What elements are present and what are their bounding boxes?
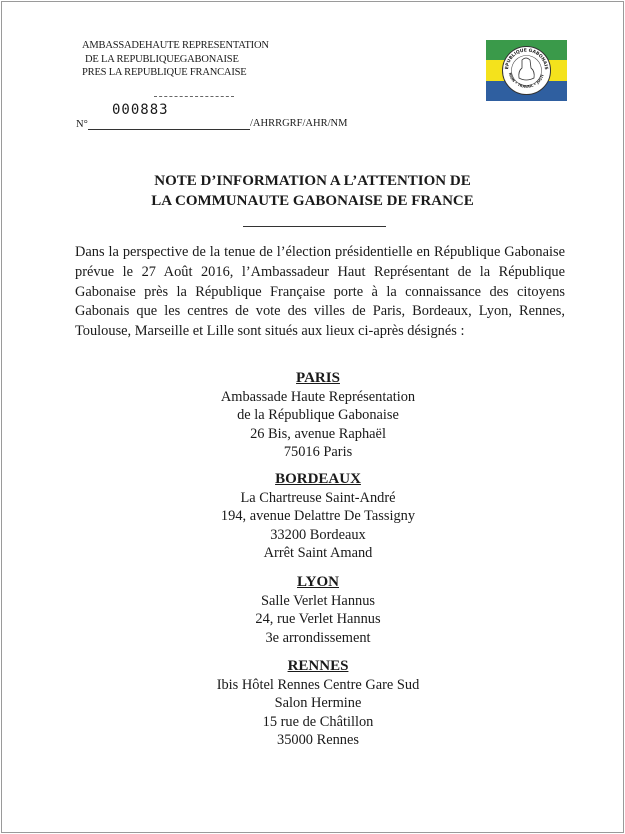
reference-code: /AHRRGRF/AHR/NM xyxy=(250,118,348,129)
address-line: Ambassade Haute Représentation xyxy=(220,389,416,405)
reference-number xyxy=(76,104,376,130)
logo-bottom-text: NION • TRAVAIL • JUSTI xyxy=(507,72,545,89)
address-line: 3e arrondissement xyxy=(265,629,371,646)
reference-value: 000883 xyxy=(112,102,169,118)
header-line: PRES LA REPUBLIQUE FRANCAISE xyxy=(82,67,247,78)
gabon-flag-seal-logo xyxy=(486,40,567,101)
address-line: 24, rue Verlet Hannus xyxy=(255,611,381,628)
dashed-rule xyxy=(154,96,234,97)
section-rennes xyxy=(0,657,625,749)
document-title xyxy=(0,171,625,211)
section-bordeaux xyxy=(0,470,625,562)
address-line: 35000 Rennes xyxy=(277,731,359,748)
address-line: Salle Verlet Hannus xyxy=(260,593,376,609)
title-line: LA COMMUNAUTE GABONAISE DE FRANCE xyxy=(151,193,474,209)
address-line: Ibis Hôtel Rennes Centre Gare Sud xyxy=(216,677,420,693)
title-underline xyxy=(243,226,386,227)
address-line: 75016 Paris xyxy=(283,443,353,460)
address-line: La Chartreuse Saint-André xyxy=(240,490,396,506)
section-lyon xyxy=(0,573,625,647)
address-line: de la République Gabonaise xyxy=(237,407,399,424)
city-heading: BORDEAUX xyxy=(275,471,361,487)
address-line: Arrêt Saint Amand xyxy=(263,544,373,561)
number-underline xyxy=(88,129,250,130)
number-prefix: N° xyxy=(76,119,88,130)
section-paris xyxy=(0,369,625,461)
sender-header xyxy=(82,39,269,80)
header-line: DE LA REPUBLIQUEGABONAISE xyxy=(85,53,239,65)
title-line: NOTE D’INFORMATION A L’ATTENTION DE xyxy=(154,173,471,189)
address-line: 26 Bis, avenue Raphaël xyxy=(250,425,386,442)
city-heading: LYON xyxy=(297,574,339,590)
address-line: 15 rue de Châtillon xyxy=(262,713,374,730)
intro-paragraph: Dans la perspective de la tenue de l’élection présidentielle en République Gabonaise prévue le 27 Août 2016, l’Ambassadeur Haut Représentant de la République Gabonaise près la République Française porte à la connaissance des citoyens Gabonais que les centres de vote des villes de Paris, Bordeaux, Lyon, Rennes, Toulouse, Marseille et Lille sont situés aux lieux ci-après désignés : xyxy=(75,244,565,340)
address-line: 33200 Bordeaux xyxy=(270,526,366,543)
city-heading: PARIS xyxy=(296,370,340,386)
header-line: AMBASSADEHAUTE REPRESENTATION xyxy=(82,40,269,51)
address-line: Salon Hermine xyxy=(274,695,362,712)
logo-top-text: EPUBLIQUE GABONAIS xyxy=(504,48,549,71)
address-line: 194, avenue Delattre De Tassigny xyxy=(220,508,416,525)
city-heading: RENNES xyxy=(287,658,349,674)
